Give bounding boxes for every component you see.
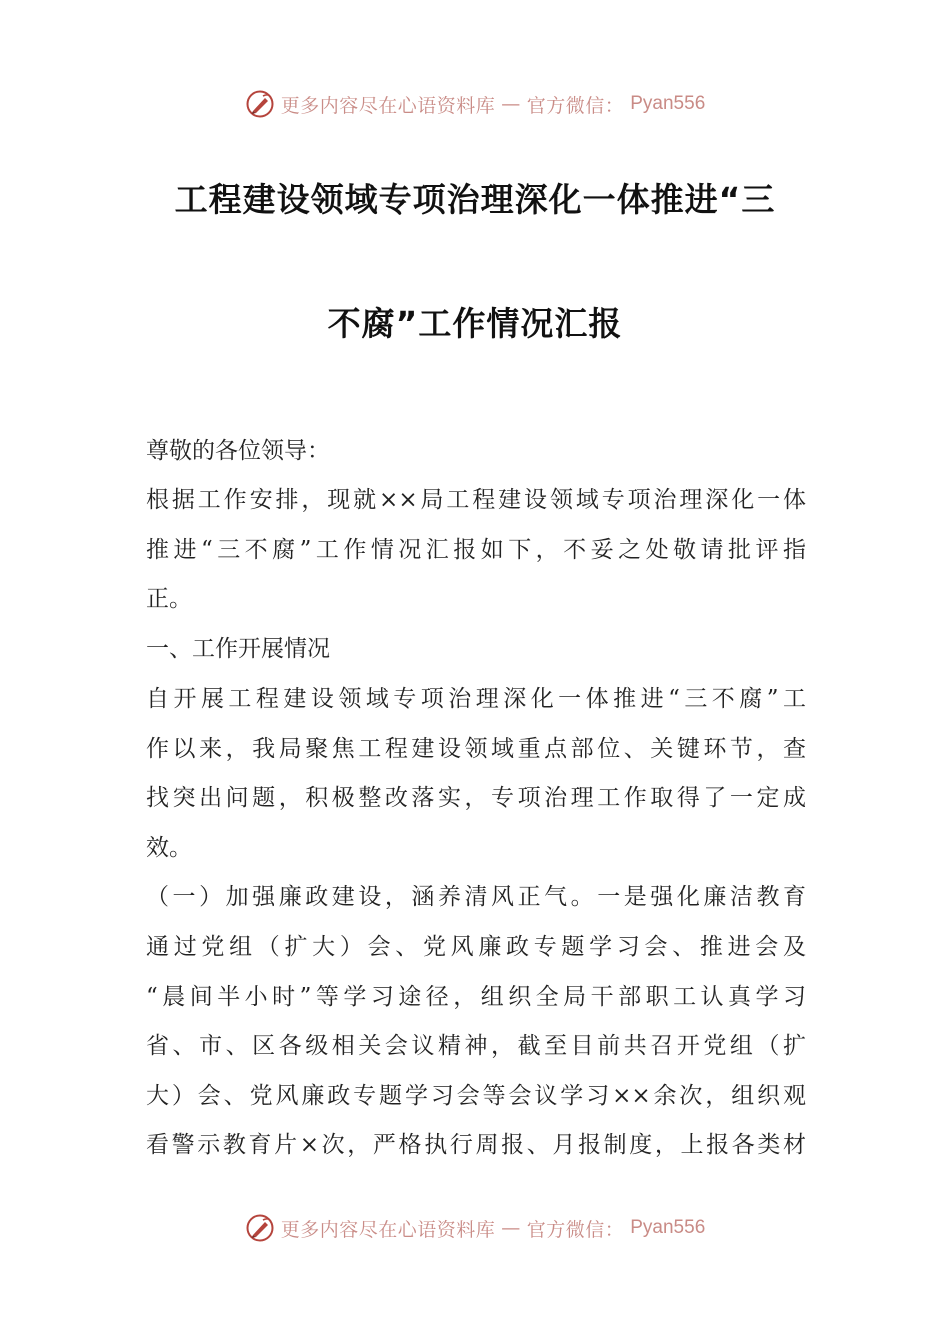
pen-logo-icon xyxy=(245,1213,275,1243)
body-line: 效。 xyxy=(146,835,192,861)
body-line: 推进“三不腐”工作情况汇报如下，不妥之处敬请批评指 xyxy=(146,537,806,563)
document-title-line-2: 不腐”工作情况汇报 xyxy=(327,304,623,343)
header-watermark xyxy=(0,84,950,124)
body-line: 正。 xyxy=(146,586,192,612)
body-line: “晨间半小时”等学习途径，组织全局干部职工认真学习 xyxy=(146,984,806,1010)
pen-logo-icon xyxy=(245,89,275,119)
watermark-brand-text: 更多内容尽在心语资料库 xyxy=(280,1218,496,1241)
body-line: 作以来，我局聚焦工程建设领域重点部位、关键环节，查 xyxy=(146,736,806,762)
body-line: 省、市、区各级相关会议精神，截至目前共召开党组（扩 xyxy=(146,1033,806,1059)
body-line: 看警示教育片×次，严格执行周报、月报制度，上报各类材 xyxy=(146,1132,806,1158)
body-line: 大）会、党风廉政专题学习会等会议学习××余次，组织观 xyxy=(146,1083,806,1109)
footer-watermark xyxy=(0,1208,950,1248)
body-line: 通过党组（扩大）会、党风廉政专题学习会、推进会及 xyxy=(146,934,806,960)
document-title-line-1: 工程建设领域专项治理深化一体推进“三 xyxy=(174,180,776,219)
body-line: 找突出问题，积极整改落实，专项治理工作取得了一定成 xyxy=(146,785,806,811)
watermark-separator: — xyxy=(501,1217,521,1239)
salutation: 尊敬的各位领导： xyxy=(146,438,330,464)
watermark-wechat-label: 官方微信： xyxy=(526,1218,625,1241)
watermark-brand-text: 更多内容尽在心语资料库 xyxy=(280,94,496,117)
watermark-wechat-label: 官方微信： xyxy=(526,94,625,117)
watermark-wechat-id: Pyan556 xyxy=(630,1217,706,1238)
body-line: 根据工作安排，现就××局工程建设领域专项治理深化一体 xyxy=(146,487,806,513)
watermark-separator: — xyxy=(501,93,521,115)
section-heading: 一、工作开展情况 xyxy=(146,636,330,662)
watermark-wechat-id: Pyan556 xyxy=(630,93,706,114)
body-line: 自开展工程建设领域专项治理深化一体推进“三不腐”工 xyxy=(146,686,806,712)
subsection-line: （一）加强廉政建设，涵养清风正气。一是强化廉洁教育 xyxy=(146,884,806,910)
